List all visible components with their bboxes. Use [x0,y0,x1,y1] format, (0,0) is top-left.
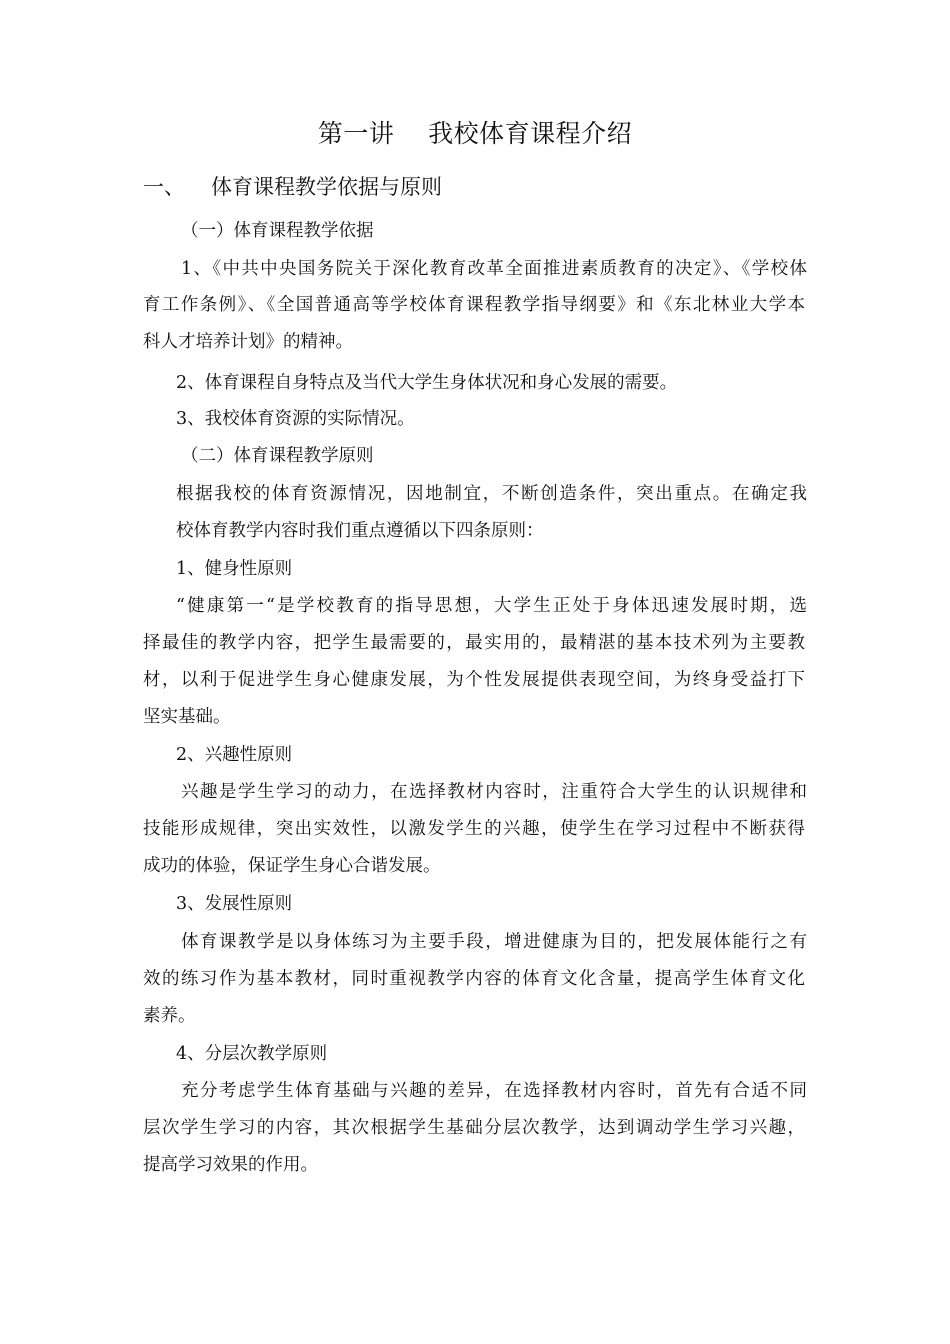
paragraph-line: 材，以利于促进学生身心健康发展，为个性发展提供表现空间，为终身受益打下 [143,670,805,690]
principle-title: 1、健身性原则 [176,559,293,579]
principle-title: 2、兴趣性原则 [176,745,293,765]
paragraph-line: 3、我校体育资源的实际情况。 [176,409,415,429]
principle-title: 4、分层次教学原则 [176,1044,328,1064]
paragraph-line: 技能形成规律，突出实效性，以激发学生的兴趣，使学生在学习过程中不断获得 [143,819,805,839]
section-heading-text: 体育课程教学依据与原则 [211,175,442,199]
paragraph-line: 素养。 [143,1006,196,1026]
paragraph-line: 提高学习效果的作用。 [143,1155,318,1175]
paragraph-line: 择最佳的教学内容，把学生最需要的，最实用的，最精湛的基本技术列为主要教 [143,633,805,653]
paragraph-line: 根据我校的体育资源情况，因地制宜，不断创造条件，突出重点。在确定我 [176,484,807,504]
paragraph-line: 校体育教学内容时我们重点遵循以下四条原则： [176,521,544,541]
paragraph-line: 2、体育课程自身特点及当代大学生身体状况和身心发展的需要。 [176,373,678,393]
paragraph-line: 兴趣是学生学习的动力，在选择教材内容时，注重符合大学生的认识规律和 [181,782,807,802]
paragraph-line: 坚实基础。 [143,707,231,727]
paragraph-line: 充分考虑学生体育基础与兴趣的差异，在选择教材内容时，首先有合适不同 [181,1081,807,1101]
paragraph-line: 1、《中共中央国务院关于深化教育改革全面推进素质教育的决定》、《学校体 [181,259,807,279]
paragraph-line: 科人才培养计划》的精神。 [143,332,353,352]
paragraph-line: “健康第一“是学校教育的指导思想，大学生正处于身体迅速发展时期，选 [176,596,807,616]
section-number: 一、 [143,175,185,199]
subsection-heading-principles: （二）体育课程教学原则 [181,446,374,466]
paragraph-line: 层次学生学习的内容，其次根据学生基础分层次教学，达到调动学生学习兴趣， [143,1118,805,1138]
paragraph-line: 育工作条例》、《全国普通高等学校体育课程教学指导纲要》和《东北林业大学本 [143,295,805,315]
section-heading [143,172,442,202]
subsection-heading-basis: （一）体育课程教学依据 [181,221,374,241]
page-title: 第一讲 我校体育课程介绍 [317,119,633,148]
principle-title: 3、发展性原则 [176,894,293,914]
paragraph-line: 体育课教学是以身体练习为主要手段，增进健康为目的，把发展体能行之有 [181,932,807,952]
paragraph-line: 成功的体验，保证学生身心合谐发展。 [143,856,441,876]
paragraph-line: 效的练习作为基本教材，同时重视教学内容的体育文化含量，提高学生体育文化 [143,969,805,989]
